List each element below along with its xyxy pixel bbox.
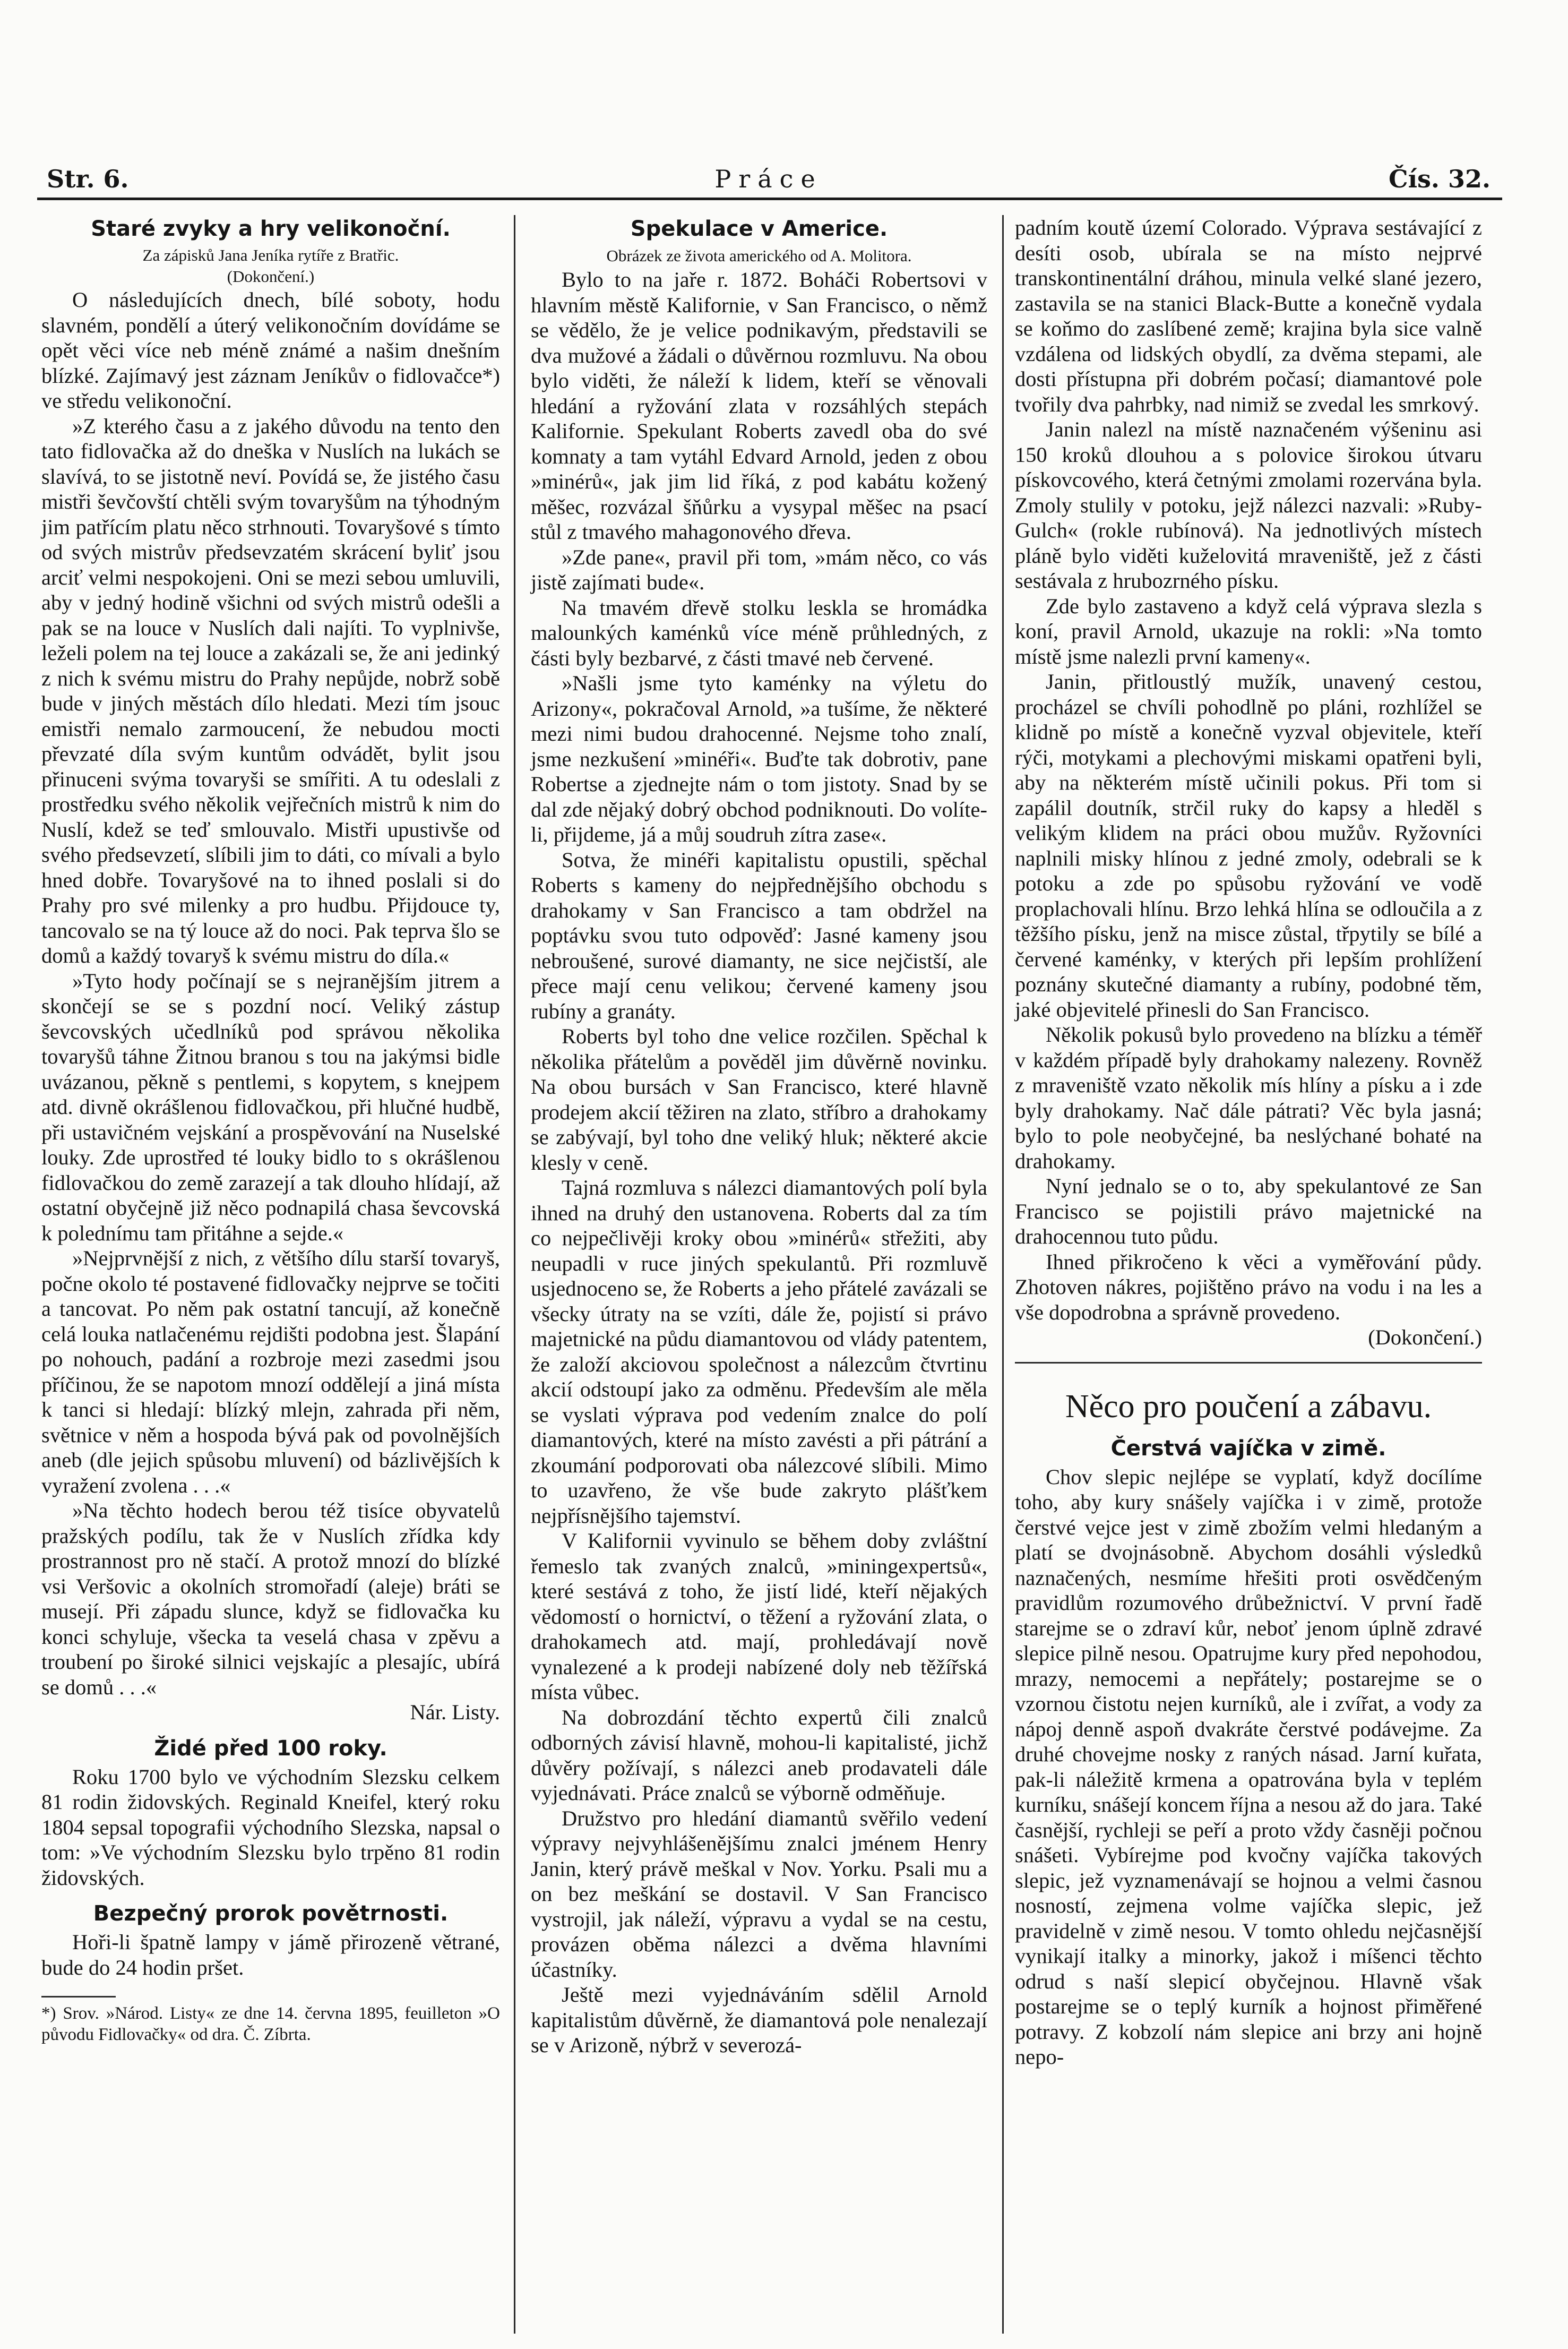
paragraph: »Z kterého času a z jakého důvodu na tento den tato fidlovačka až do dneška v Nuslích na lukách se slavívá, to se jistotně neví. Povídá se, že jistého času mistři ševčovští chtěli svým tovaryšům na týhodným jim patřícím platu něco strhnouti. Tovaryšové s tímto od svých mistrův předsevzatém skrácení byliť jsou arciť velmi nespokojeni. Oni se mezi sebou umluvili, aby v jedný hodině všichni od svých mistrů odešli a pak se na louce v Nuslích dali najíti. To vyplnivše, leželi polem na tej louce a zakázali se, že ani jedinký z nich k svému mistru do Prahy nepůjde, nobrž sobě bude v jiných městách dílo hledati. Mezi tím jsouc emistři nemalo zarmoucení, že nebudou mocti převzaté díla svým kuntům odvádět, bylit jsou přinuceni svýma tovaryši se smířiti. A tu odeslali z prostředku svého několik vejřečních mistrů k nim do Nuslí, kdež se teď smlouvalo. Mistři upustivše od svého předsevzetí, slíbili jim to dáti, co mívali a bylo hned dobře. Tovaryšové na to ihned poslali si do Prahy pro své milenky a pro hudbu. Přijdouce ty, tancovalo se na tý louce až do noci. Pak teprva šlo se domů a každý tovaryš k svému mistru do díla.« <box>41 414 500 967</box>
paragraph: Ihned přikročeno k věci a vyměřování půdy. Zhotoven nákres, pojištěno právo na vodu i na les a vše dopodrobna a správně provedeno. <box>1015 1249 1482 1324</box>
paragraph: Nyní jednalo se o to, aby spekulantové ze San Francisco se pojistili právo majetnické na drahocennou tuto půdu. <box>1015 1174 1482 1248</box>
paragraph: Družstvo pro hledání diamantů svěřilo vedení výpravy nejvyhlášenějšímu znalci jménem Henry Janin, který právě meškal v Nov. Yorku. Psali mu a on bez meškání se dostavil. V San Francisco vystrojil, jak náleží, výpravu a vydal se na cestu, provázen oběma nálezci a dvěma hlavními účastníky. <box>531 1806 987 1982</box>
paragraph: Janin nalezl na místě naznačeném výšeninu asi 150 kroků dlouhou a s polovice širokou útvaru pískovcového, která četnými zmolami rozervána byla. Zmoly stulily v potoku, jejž nálezci nazvali: »Ruby-Gulch« (rokle rubínová). Na jednotlivých místech pláně bylo viděti kuželovitá mraveniště, jež z části sestávala z hrubozrného písku. <box>1015 417 1482 593</box>
paragraph: Na dobrozdání těchto expertů čili znalců odborných závisí hlavně, mohou-li kapitalisté, jichž důvěry požívají, s nálezci aneb prodavateli dále vyjednávati. Práce znalců se výborně odměňuje. <box>531 1705 987 1805</box>
paragraph: »Zde pane«, pravil při tom, »mám něco, co vás jistě zajímati bude«. <box>531 545 987 594</box>
paragraph: Bylo to na jaře r. 1872. Boháči Robertsovi v hlavním městě Kalifornie, v San Francisco, o němž se vědělo, že je velice podnikavým, představili se dva mužové a žádali o důvěrnou rozmluvu. Na obou bylo viděti, že náleží k lidem, kteří se věnovali hledání a ryžování zlata v rozsáhlých stepách Kalifornie. Spekulant Roberts zavedl oba do své komnaty a tam vytáhl Edvard Arnold, jeden z obou »minérů«, jak jim lid říká, z pod kabátu kožený měšec, rozvázal šňůrku a vysypal měšec na psací stůl z tmavého mahagonového dřeva. <box>531 268 987 544</box>
column-2 <box>531 215 987 2058</box>
article-byline: Za zápisků Jana Jeníka rytíře z Bratřic. <box>142 246 399 264</box>
paragraph: padním koutě území Colorado. Výprava sestávající z desíti osob, ubírala se na místo nejprvé transkontinentální dráhou, minula velké slané jezero, zastavila se na stanici Black-Butte a konečně vydala se koňmo do zaslíbené země; krajina byla sice valně vzdálena od lidských obydlí, za dvěma stepami, ale dosti přístupna při dobrém počasí; diamantové pole tvořily dva pahrbky, nad nimiž se zvedal les smrkový. <box>1015 216 1482 416</box>
paragraph: Tajná rozmluva s nálezci diamantových polí byla ihned na druhý den ustanovena. Roberts dal za tím co nejpečlivěji kroky obou »minérů« střežiti, aby neupadli v ruce jiných spekulantů. Při rozmluvě usjednoceno se, že Roberts a jeho přátelé zavázali se všecky útraty na se vzíti, dále že, pojistí si právo majetnické na půdu diamantovou od vlády patentem, že založí akciovou společnost a nálezcům čtvrtinu akcií odstoupí jako za odměnu. Především ale měla se vyslati výprava pod vedením znalce do polí diamantových, které na místo zavésti a při pátrání a zkoumání podporovati oba nálezcové slíbili. Mimo to uzavřeno, že vše bude zakryto plášťkem nejpřísnějšího tajemství. <box>531 1176 987 1528</box>
paragraph: »Nejprvnější z nich, z většího dílu starší tovaryš, počne okolo té postavené fidlovačky nejprve se točiti a tancovat. Po něm pak ostatní tancují, až konečně celá louka natlačenému rejdišti podobna jest. Šlapání po nohouch, padání a rozbroje mezi zasedmi jsou příčinou, že se napotom mnozí oddělejí a jiná místa k tanci si hledají: blízký mlejn, zahrada při něm, světnice v něm a hospoda bývá pak od povolnějších aneb (dle jejich spůsobu mluvení) od bázlivějších k vyražení zvolena . . .« <box>41 1246 500 1497</box>
paragraph: Na tmavém dřevě stolku leskla se hromádka malounkých kaménků více méně průhledných, z části byly bezbarvé, z části tmavé neb červené. <box>531 595 987 670</box>
paragraph: Sotva, že minéři kapitalistu opustili, spěchal Roberts s kameny do nejpřednějšího obchodu s drahokamy v San Francisco a tam obdržel na poptávku svou tuto odpověď: Jasné kameny jsou nebroušené, surové diamanty, ne sice nejčistší, ale přece mají cenu velikou; červené kameny jsou rubíny a granáty. <box>531 847 987 1023</box>
section-title: Něco pro poučení a zábavu. <box>1065 1388 1432 1425</box>
continuation-note: (Dokončení.) <box>1368 1325 1482 1349</box>
paragraph: »Našli jsme tyto kaménky na výletu do Arizony«, pokračoval Arnold, »a tušíme, že některé mezi nimi budou drahocenné. Nejsme toho znalí, jsme nezkušení »minéři«. Buďte tak dobrotiv, pane Robertse a zjednejte nám o tom jistoty. Snad by se dal zde nějaký dobrý obchod podniknouti. Do volíte-li, přijdeme, já a můj soudruh zítra zase«. <box>531 671 987 846</box>
article-subtitle: Obrázek ze života amerického od A. Molitora. <box>606 246 912 265</box>
paragraph: Zde bylo zastaveno a když celá výprava slezla s koní, pravil Arnold, ukazuje na rokli: »Na tomto místě jsme nalezli první kameny«. <box>1015 594 1482 668</box>
paragraph: »Na těchto hodech berou též tisíce obyvatelů pražských podílu, tak že v Nuslích zřídka kdy prostrannost pro ně stačí. A protož mnozí do blízké vsi Veršovic a okolních stromořadí (aleje) bráti se musejí. Při západu slunce, když se fidlovačka ku konci schyluje, všecka ta veselá chasa v zpěvu a troubení po široké silnici vejskajíc a plesajíc, ubírá se domů . . .« <box>41 1498 500 1699</box>
column-3 <box>1015 215 1482 2070</box>
section-rule <box>1015 1362 1482 1364</box>
article-title: Staré zvyky a hry velikonoční. <box>91 217 451 241</box>
paragraph: Janin, přitloustlý mužík, unavený cestou, procházel se chvíli pohodlně po pláni, rozhlížel se klidně po místě a konečně vyzval objevitele, kteří rýči, motykami a plechovými miskami opatřeni byli, aby na některém místě učinili pokus. Při tom si zapálil doutník, strčil ruky do kapsy a hleděl s velikým klidem na práci obou mužův. Ryžovníci naplnili misky hlínou z jedné zmoly, odebrali se k potoku a zde po spůsobu ryžování ve vodě proplachovali hlínu. Brzo lehká hlína se odloučila a z těžšího písku, jenž na misce zůstal, třpytily se bílé a červené kaménky, v kterých při lepším prohlížení poznány skutečné diamanty a rubíny, podobné těm, jaké objevitelé přinesli do San Francisco. <box>1015 670 1482 1022</box>
paragraph: O následujících dnech, bílé soboty, hodu slavném, pondělí a úterý velikonočním dovídáme se opět věci více neb méně známé a našim dnešním blízké. Zajímavý jest záznam Jeníkův o fidlovačce*) ve středu velikonoční. <box>41 288 500 413</box>
column-divider <box>514 215 515 2334</box>
footnote-rule <box>41 1996 116 1997</box>
paragraph: »Tyto hody počínají se s nejranějším jitrem a skončejí se se s pozdní nocí. Veliký zástup ševcovských učedlníků pod správou několika tovaryšů táhne Žitnou branou s tou na jakýmsi bidle uvázanou, pěkně s pentlemi, s kopytem, s knejpem atd. divně okrášlenou fidlovačkou, při hlučné hudbě, při ustavičném vejskání a prospěvování na Nuselské louky. Zde uprostřed té louky bidlo to s okrášlenou fidlovačkou do země zarazejí a tak dlouho hlídají, až ostatní obyčejně již něco podnapilá chasa ševcovská k polednímu tam přitáhne a sejde.« <box>41 968 500 1245</box>
column-divider <box>1002 215 1004 2334</box>
newspaper-title: Práce <box>714 165 823 193</box>
paragraph: Roku 1700 bylo ve východním Slezsku celkem 81 rodin židovských. Reginald Kneifel, který roku 1804 sepsal topografii východního Slezska, napsal o tom: »Ve východním Slezsku bylo trpěno 81 rodin židovských. <box>41 1764 500 1890</box>
paragraph: Ještě mezi vyjednáváním sdělil Arnold kapitalistům důvěrně, že diamantová pole nenalezají se v Arizoně, nýbrž v severozá- <box>531 1983 987 2057</box>
continuation-note: (Dokončení.) <box>227 267 315 286</box>
paragraph: V Kalifornii vyvinulo se během doby zvláštní řemeslo tak zvaných znalců, »miningexpertsů«, které sestává z toho, že jistí lidé, kteří nějakých vědomostí o hornictví, o těžení a ryžování zlata, o drahokamech atd. mají, prohledávají nově vynalezené a k prodeji nabízené doly neb těžířská místa vůbec. <box>531 1529 987 1704</box>
article-title: Spekulace v Americe. <box>630 217 888 241</box>
article-source: Nár. Listy. <box>410 1700 500 1724</box>
column-1 <box>41 215 500 2045</box>
header-rule <box>37 198 1502 200</box>
article-title: Židé před 100 roky. <box>154 1736 387 1761</box>
paragraph: Několik pokusů bylo provedeno na blízku a téměř v každém případě byly drahokamy nalezeny. Rovněž z mraveniště vzato několik mís hlíny a písku a i zde byly drahokamy. Nač dále pátrati? Věc byla jasná; bylo to pole neobyčejné, ba neslýchané bohaté na drahokamy. <box>1015 1023 1482 1173</box>
article-title: Čerstvá vajíčka v zimě. <box>1110 1436 1386 1461</box>
article-title: Bezpečný prorok povětrnosti. <box>93 1901 449 1926</box>
footnote: *) Srov. »Národ. Listy« ze dne 14. června 1895, feuilleton »O původu Fidlovačky« od dra. Č. Zíbrta. <box>41 2004 500 2044</box>
page-header <box>47 165 1491 196</box>
paragraph: Roberts byl toho dne velice rozčilen. Spěchal k několika přátelům a pověděl jim důvěrně novinku. Na obou bursách v San Francisco, které hlavně prodejem akcií těžiren na zlato, stříbro a drahokamy se zabývají, byl toho dne veliký hluk; některé akcie klesly v ceně. <box>531 1024 987 1174</box>
paragraph: Hoři-li špatně lampy v jámě přirozeně větrané, bude do 24 hodin pršet. <box>41 1930 500 1979</box>
page-number: Str. 6. <box>47 165 129 193</box>
paragraph: Chov slepic nejlépe se vyplatí, když docílíme toho, aby kury snášely vajíčka i v zimě, protože čerstvé vejce jest v zimě zbožím velmi hledaným a platí se dvojnásobně. Abychom dosáhli výsledků naznačených, nesmíme hřešiti proti osvědčeným pravidlům rozumového drůbežnictví. V první řadě starejme se o zdraví kůr, neboť jenom úplně zdravé slepice pilně nesou. Opatrujme kury před nepohodou, mrazy, nemocemi a nepřátely; postarejme se o vzornou čistotu nejen kurníků, ale i zvířat, a vody za nápoj denně aspoň dvakráte čerstvé podávejme. Za druhé chovejme nosky z raných násad. Jarní kuřata, pak-li náležitě krmena a opatrována byla v teplém kurníku, snášejí koncem října a nesou až do jara. Také časnější, rychleji se peří a proto vždy časněji počnou snášeti. Vybírejme pod kvočny vajíčka takových slepic, jež vyznamenávají se hojnou a velmi časnou nosností, zejmena volme vajíčka slepic, jež pravidelně v zimě nesou. V tomto ohledu nejčasnější vynikají italky a minorky, jakož i míšenci těchto odrud s naší slepicí obyčejnou. Hlavně však postarejme se o teplý kurník a hojnost přiměřené potravy. Z kobzolí nám slepice ani brzy ani hojně nepo- <box>1015 1464 1482 2069</box>
issue-number: Čís. 32. <box>1388 165 1491 193</box>
